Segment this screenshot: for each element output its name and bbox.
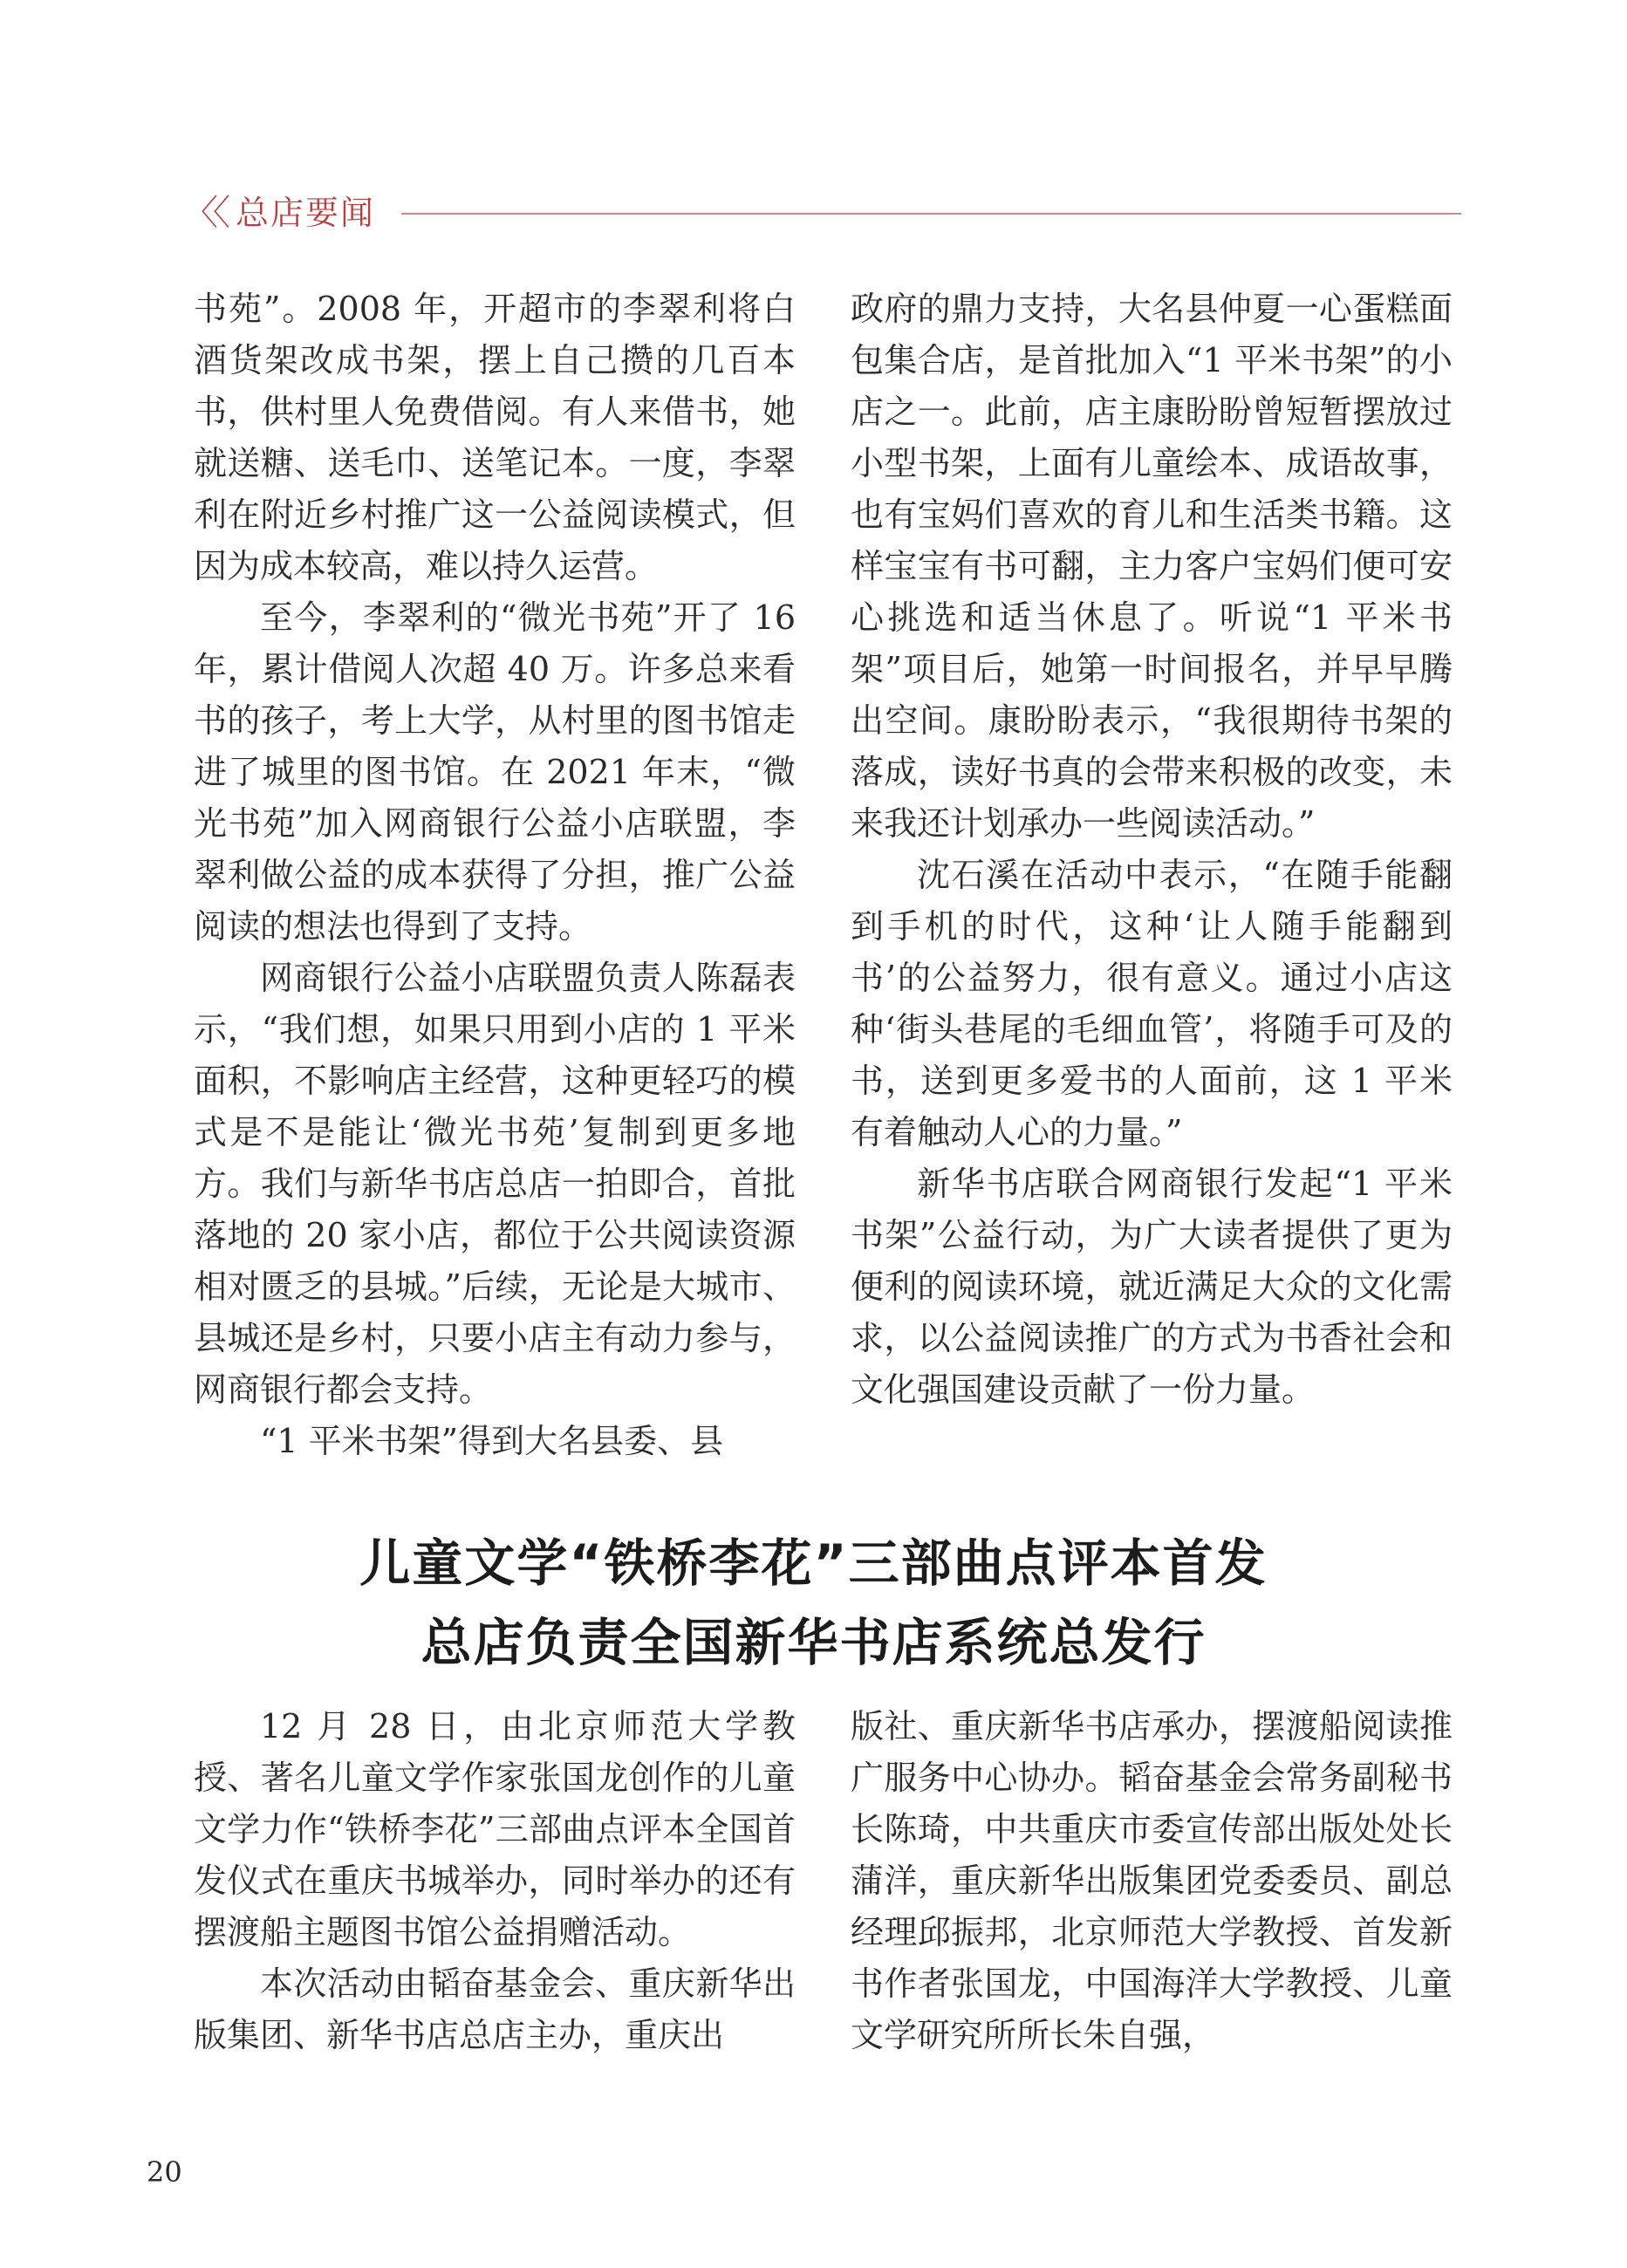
article2-headline-line-1: 儿童文学“铁桥李花”三部曲点评本首发 [359, 1534, 1268, 1593]
article2-left-column [194, 1701, 796, 2061]
article1-left-paragraph-2: 至今，李翠利的“微光书苑”开了 16 年，累计借阅人次超 40 万。许多总来看书的孩子，考上大学，从村里的图书馆走进了城里的图书馆。在 2021 年末，“微光书苑”加入网商银行公益小店联盟，李翠利做公益的成本获得了分担，推广公益阅读的想法也得到了支持。 [194, 598, 796, 946]
article1-left-paragraph-1: 书苑”。2008 年，开超市的李翠利将白酒货架改成书架，摆上自己攒的几百本书，供村里人免费借阅。有人来借书，她就送糖、送毛巾、送笔记本。一度，李翠利在附近乡村推广这一公益阅读模式，但因为成本较高，难以持久运营。 [194, 290, 796, 585]
article2-right-paragraph-1: 版社、重庆新华书店承办，摆渡船阅读推广服务中心协办。韬奋基金会常务副秘书长陈琦，中共重庆市委宣传部出版处处长蒲洋，重庆新华出版集团党委委员、副总经理邱振邦，北京师范大学教授、首发新书作者张国龙，中国海洋大学教授、儿童文学研究所所长朱自强， [851, 1707, 1453, 2054]
article2-headline-line-2: 总店负责全国新华书店系统总发行 [420, 1613, 1207, 1672]
article1-right-paragraph-2: 沈石溪在活动中表示，“在随手能翻到手机的时代，这种‘让人随手能翻到书’的公益努力，很有意义。通过小店这种‘街头巷尾的毛细血管’，将随手可及的书，送到更多爱书的人面前，这 1 平米有着触动人心的力量。” [851, 856, 1453, 1151]
article2-right-column [851, 1701, 1453, 2061]
section-header [183, 190, 1461, 243]
article2-left-paragraph-2: 本次活动由韬奋基金会、重庆新华出版集团、新华书店总店主办，重庆出 [194, 1964, 796, 2054]
article1-right-column [851, 284, 1453, 1416]
article1-right-paragraph-3: 新华书店联合网商银行发起“1 平米书架”公益行动，为广大读者提供了更为便利的阅读环境，就近满足大众的文化需求，以公益阅读推广的方式为书香社会和文化强国建设贡献了一份力量。 [851, 1165, 1453, 1409]
section-title: 总店要闻 [236, 194, 376, 232]
double-chevron-left-icon: 〈〈 [183, 193, 225, 233]
article1-left-paragraph-4: “1 平米书架”得到大名县委、县 [260, 1422, 724, 1460]
header-rule [401, 213, 1461, 215]
article1-right-paragraph-1: 政府的鼎力支持，大名县仲夏一心蛋糕面包集合店，是首批加入“1 平米书架”的小店之一。此前，店主康盼盼曾短暂摆放过小型书架，上面有儿童绘本、成语故事，也有宝妈们喜欢的育儿和生活类书籍。这样宝宝有书可翻，主力客户宝妈们便可安心挑选和适当休息了。听说“1 平米书架”项目后，她第一时间报名，并早早腾出空间。康盼盼表示，“我很期待书架的落成，读好书真的会带来积极的改变，未来我还计划承办一些阅读活动。” [851, 290, 1453, 843]
article2-left-paragraph-1: 12 月 28 日，由北京师范大学教授、著名儿童文学作家张国龙创作的儿童文学力作“铁桥李花”三部曲点评本全国首发仪式在重庆书城举办，同时举办的还有摆渡船主题图书馆公益捐赠活动。 [194, 1707, 796, 1951]
article1-left-paragraph-3: 网商银行公益小店联盟负责人陈磊表示，“我们想，如果只用到小店的 1 平米面积，不影响店主经营，这种更轻巧的模式是不是能让‘微光书苑’复制到更多地方。我们与新华书店总店一拍即合，首批落地的 20 家小店，都位于公共阅读资源相对匮乏的县城。”后续，无论是大城市、县城还是乡村，只要小店主有动力参与，网商银行都会支持。 [194, 959, 796, 1409]
page-number: 20 [147, 2155, 182, 2189]
article1-left-column [194, 284, 796, 1467]
